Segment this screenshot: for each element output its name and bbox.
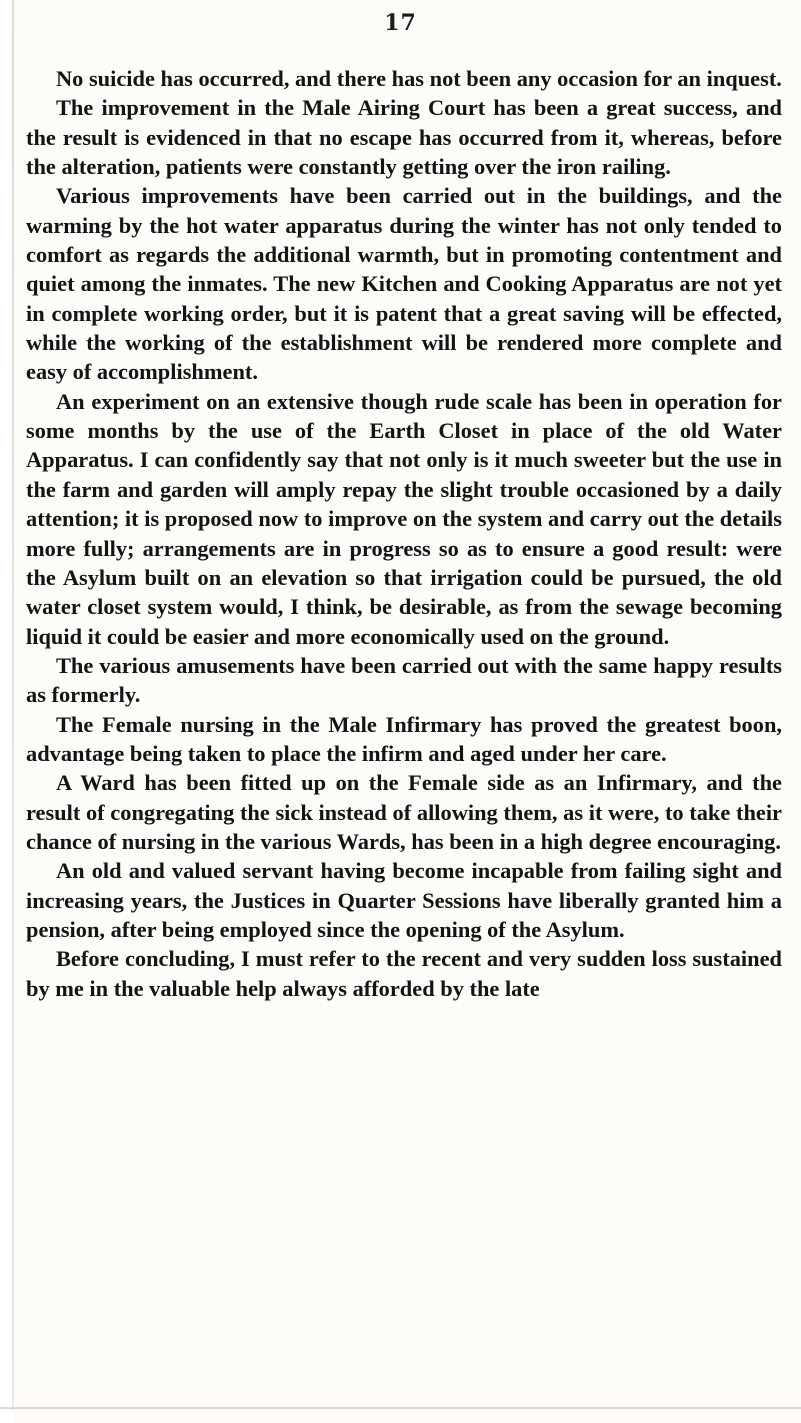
- margin-shadow-line: [12, 0, 14, 1410]
- paragraph-suicide: No suicide has occurred, and there has not been any occasion for an inquest.: [56, 66, 782, 91]
- paragraph-earth-closet: An experiment on an extensive though rude scale has been in operation for some months by the use of the Earth Closet in place of the old Water Apparatus. I can confidently say that not only is it much sweeter but the use in the farm and garden will amply repay the slight trouble occasioned by a daily attention; it is proposed now to improve on the system and carry out the details more fully; arrangements are in progress so as to ensure a good result: were the Asylum built on an elevation so that irrigation could be pursued, the old water closet system would, I think, be desirable, as from the sewage becoming liquid it could be easier and more economically used on the ground.: [26, 388, 782, 649]
- paragraph-airing-court: The improvement in the Male Airing Court has been a great success, and the result is evidenced in that no escape has occurred from it, whereas, before the alteration, patients were constantly getting over the iron railing.: [26, 95, 782, 180]
- bottom-edge-rule: [0, 1407, 801, 1409]
- paragraph-female-nursing: The Female nursing in the Male Infirmary has proved the greatest boon, advantage being taken to place the infirm and aged under her care.: [26, 711, 782, 766]
- page-number: 17: [384, 10, 417, 36]
- body-text: [26, 64, 782, 1003]
- paragraph-amusements: The various amusements have been carried out with the same happy results as formerly.: [26, 652, 782, 708]
- paragraph-improvements: Various improvements have been carried out in the buildings, and the warming by the hot water apparatus during the winter has not only tended to comfort as regards the additional warmth, but in promoting contentment and quiet among the inmates. The new Kitchen and Cooking Apparatus are not yet in complete working order, but it is patent that a great saving will be effected, while the working of the establishment will be rendered more complete and easy of accomplishment.: [26, 183, 782, 385]
- paragraph-pension: An old and valued servant having become incapable from failing sight and increasing years, the Justices in Quarter Sessions have liberally granted him a pension, after being employed since the opening of the Asylum.: [26, 858, 782, 942]
- paragraph-concluding: Before concluding, I must refer to the recent and very sudden loss sustained by me in the valuable help always afforded by the late: [26, 946, 782, 1001]
- paragraph-female-infirmary: A Ward has been fitted up on the Female side as an Infirmary, and the result of congregating the sick instead of allowing them, as it were, to take their chance of nursing in the various Wards, has been in a high degree encouraging.: [26, 770, 782, 854]
